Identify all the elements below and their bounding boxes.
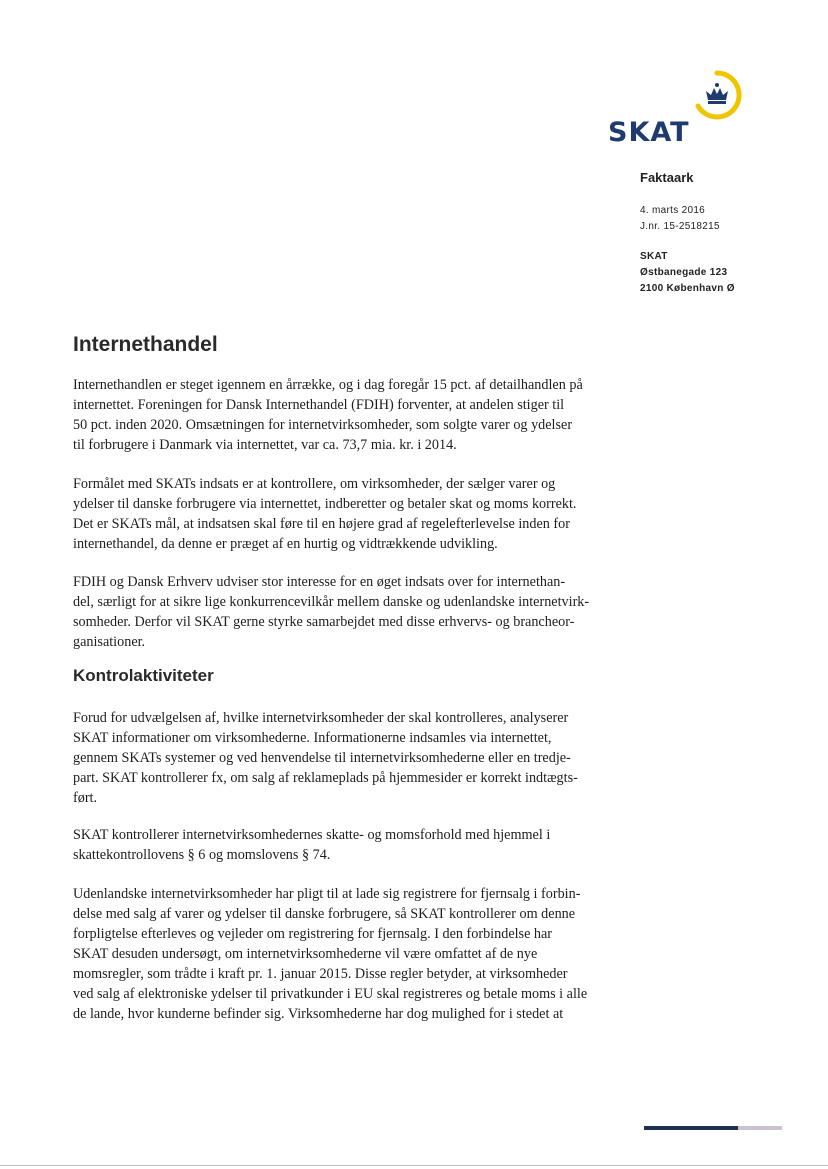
org-name: SKAT bbox=[640, 251, 668, 262]
text-line: Det er SKATs mål, at indsatsen skal føre til en højere grad af regelefterlevelse inden for bbox=[73, 516, 570, 532]
text-line: momsregler, som trådte i kraft pr. 1. januar 2015. Disse regler betyder, at virksomheder bbox=[73, 966, 568, 982]
text-line: somheder. Derfor vil SKAT gerne styrke samarbejdet med disse erhvervs- og brancheor- bbox=[73, 614, 575, 630]
brand-wordmark: SKAT bbox=[608, 117, 690, 148]
paragraph-legal-basis bbox=[73, 825, 613, 865]
text-line: ved salg af elektroniske ydelser til privatkunder i EU skal registreres og betale moms i alle bbox=[73, 986, 588, 1002]
text-line: de lande, hvor kunderne befinder sig. Virksomhederne har dog mulighed for i stedet at bbox=[73, 1006, 564, 1022]
text-line: part. SKAT kontrollerer fx, om salg af reklameplads på hjemmesider er korrekt indtægts- bbox=[73, 770, 578, 786]
crown-icon bbox=[692, 70, 742, 120]
text-line: ført. bbox=[73, 790, 98, 806]
text-line: til forbrugere i Danmark via internettet, var ca. 73,7 mia. kr. i 2014. bbox=[73, 437, 457, 453]
text-line: internethandel, da denne er præget af en hurtig og vidtrækkende udvikling. bbox=[73, 536, 498, 552]
text-line: skattekontrollovens § 6 og momslovens § 74. bbox=[73, 847, 331, 863]
footer-bar-accent bbox=[738, 1126, 782, 1130]
paragraph-foreign-companies bbox=[73, 884, 613, 1024]
text-line: internettet. Foreningen for Dansk Internethandel (FDIH) forventer, at andelen stiger til bbox=[73, 397, 565, 413]
text-line: delse med salg af varer og ydelser til danske forbrugere, så SKAT kontrollerer om denne bbox=[73, 906, 576, 922]
text-line: Internethandlen er steget igennem en årrække, og i dag foregår 15 pct. af detailhandlen på bbox=[73, 377, 583, 393]
section-title: Kontrolaktiviteter bbox=[73, 666, 214, 685]
street-address: Østbanegade 123 bbox=[640, 267, 728, 278]
text-line: ganisationer. bbox=[73, 634, 146, 650]
text-line: forpligtelse efterleves og vejleder om registrering for fjernsalg. I den forbindelse har bbox=[73, 926, 553, 942]
text-line: Formålet med SKATs indsats er at kontrollere, om virksomheder, der sælger varer og bbox=[73, 476, 556, 492]
sender-address bbox=[640, 249, 735, 297]
document-type: Faktaark bbox=[640, 170, 694, 185]
document-meta bbox=[640, 203, 720, 235]
paragraph-selection bbox=[73, 708, 613, 808]
document-date: 4. marts 2016 bbox=[640, 205, 706, 216]
text-line: FDIH og Dansk Erhverv udviser stor interesse for en øget indsats over for internethan- bbox=[73, 574, 566, 590]
text-line: Udenlandske internetvirksomheder har pligt til at lade sig registrere for fjernsalg i forbin- bbox=[73, 886, 581, 902]
paragraph-intro bbox=[73, 375, 613, 455]
text-line: del, særligt for at sikre lige konkurrencevilkår mellem danske og udenlandske internetvirk- bbox=[73, 594, 590, 610]
text-line: gennem SKATs systemer og ved henvendelse til internetvirksomhederne eller en tredje- bbox=[73, 750, 571, 766]
page-edge-rule bbox=[0, 1165, 828, 1166]
text-line: Forud for udvælgelsen af, hvilke internetvirksomheder der skal kontrolleres, analyserer bbox=[73, 710, 569, 726]
text-line: ydelser til danske forbrugere via internettet, indberetter og betaler skat og moms korrekt. bbox=[73, 496, 577, 512]
text-line: SKAT desuden undersøgt, om internetvirksomhederne vil være omfattet af de nye bbox=[73, 946, 538, 962]
journal-number: J.nr. 15-2518215 bbox=[640, 221, 720, 232]
page-title: Internethandel bbox=[73, 333, 218, 356]
text-line: SKAT kontrollerer internetvirksomhedernes skatte- og momsforhold med hjemmel i bbox=[73, 827, 551, 843]
text-line: SKAT informationer om virksomhederne. Informationerne indsamles via internettet, bbox=[73, 730, 552, 746]
text-line: 50 pct. inden 2020. Omsætningen for internetvirksomheder, som solgte varer og ydelser bbox=[73, 417, 573, 433]
paragraph-cooperation bbox=[73, 572, 613, 652]
paragraph-purpose bbox=[73, 474, 613, 554]
footer-bar bbox=[644, 1126, 738, 1130]
city-address: 2100 København Ø bbox=[640, 283, 735, 294]
